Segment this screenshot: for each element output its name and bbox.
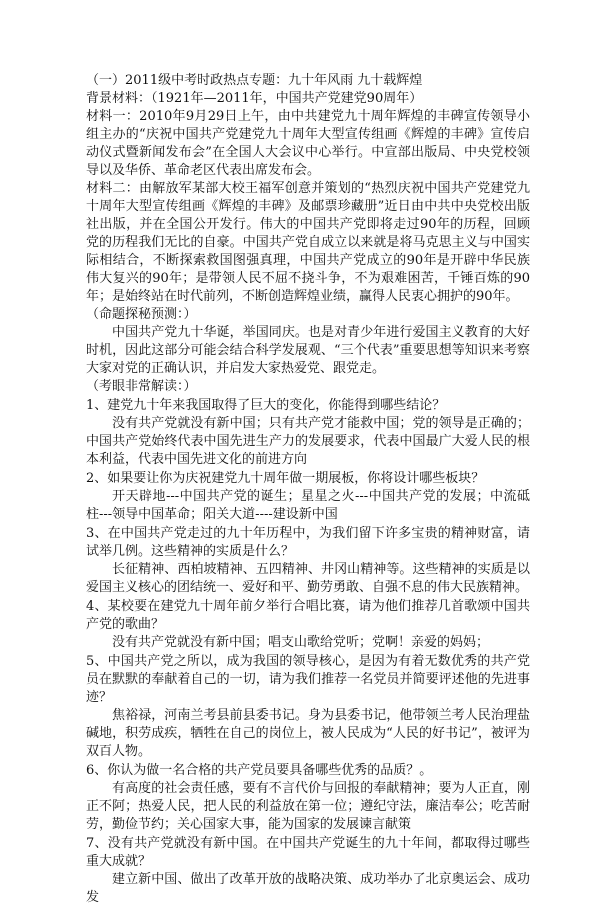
- background-line: 背景材料：（1921年—2011年，中国共产党建党90周年）: [86, 91, 423, 106]
- answer-1: 没有共产党就没有新中国；只有共产党才能救中国；党的领导是正确的；中国共产党始终代表中国先进生产力的发展要求，代表中国最广大爱人民的根本利益，代表中国先进文化的前进方向: [86, 416, 530, 467]
- document-title: （一）2011级中考时政热点专题：九十年风雨 九十载辉煌: [86, 73, 423, 88]
- question-2: 2、如果要让你为庆祝建党九十周年做一期展板，你将设计哪些板块？: [86, 471, 485, 486]
- question-4: 4、某校要在建党九十周年前夕举行合唱比赛，请为他们推荐几首歌颂中国共产党的歌曲？: [86, 599, 530, 632]
- answer-5: 焦裕禄，河南兰考县前县委书记。身为县委书记，他带领兰考人民治理盐碱地，积劳成疾，牺牲在自己的岗位上，被人民成为“人民的好书记”，被评为双百人物。: [86, 708, 530, 759]
- question-5: 5、中国共产党之所以，成为我国的领导核心，是因为有着无数优秀的共产党员在默默的奉献着自己的一切，请为我们推荐一名党员并简要评述他的先进事迹？: [86, 654, 530, 705]
- answer-2: 开天辟地---中国共产党的诞生；星星之火---中国共产党的发展；中流砥柱---领导中国革命；阳关大道----建设新中国: [86, 489, 530, 522]
- answer-3: 长征精神、西柏坡精神、五四精神、井冈山精神等。这些精神的实质是以爱国主义核心的团结统一、爱好和平、勤劳勇敢、自强不息的伟大民族精神。: [86, 562, 530, 595]
- material-two: 材料二：由解放军某部大校王福军创意并策划的“热烈庆祝中国共产党建党九十周年大型宣传组画《辉煌的丰碑》及邮票珍藏册”近日由中共中央党校出版社出版，并在全国公开发行。伟大的中国共产党即将走过90年的历程，回顾党的历程我们无比的自豪。中国共产党自成立以来就是将马克思主义与中国实际相结合，不断探索救国图强真理，中国共产党成立的90年是开辟中华民族伟大复兴的90年；是带领人民不屈不挠斗争，不为艰难困苦，千锤百炼的90年；是始终站在时代前列，不断创造辉煌业绩，赢得人民衷心拥护的90年。: [86, 181, 530, 304]
- prediction-text: 中国共产党九十华诞，举国同庆。也是对青少年进行爱国主义教育的大好时机，因此这部分可能会结合科学发展观、“三个代表”重要思想等知识来考察大家对党的正确认识，并启发大家热爱党、跟党走。: [86, 325, 530, 376]
- answer-7: 建立新中国、做出了改革开放的战略决策、成功举办了北京奥运会、成功发: [86, 872, 530, 905]
- question-7: 7、没有共产党就没有新中国。在中国共产党诞生的九十年间，都取得过哪些重大成就？: [86, 836, 530, 869]
- answer-6: 有高度的社会责任感，要有不言代价与回报的奉献精神；要为人正直，刚正不阿；热爱人民，把人民的利益放在第一位；遵纪守法，廉洁奉公；吃苦耐劳，勤俭节约；关心国家大事，能为国家的发展谏言献策: [86, 781, 530, 832]
- answer-4: 没有共产党就没有新中国；唱支山歌给党听；党啊！亲爱的妈妈；: [112, 635, 490, 650]
- prediction-heading: （命题探秘预测：）: [86, 307, 197, 322]
- analysis-heading: （考眼非常解读：）: [86, 379, 197, 394]
- question-1: 1、建党九十年来我国取得了巨大的变化，你能得到哪些结论？: [86, 398, 446, 413]
- material-one: 材料一：2010年9月29日上午，由中共建党九十周年辉煌的丰碑宣传领导小组主办的“庆祝中国共产党建党九十周年大型宣传组画《辉煌的丰碑》宣传启动仪式暨新闻发布会”在全国人大会议中心举行。中宣部出版局、中央党校领导以及华侨、革命老区代表出席发布会。: [86, 109, 530, 178]
- question-3: 3、在中国共产党走过的九十年历程中，为我们留下许多宝贵的精神财富，请试举几例。这些精神的实质是什么？: [86, 526, 530, 559]
- question-6: 6、你认为做一名合格的共产党员要具备哪些优秀的品质？。: [86, 763, 433, 778]
